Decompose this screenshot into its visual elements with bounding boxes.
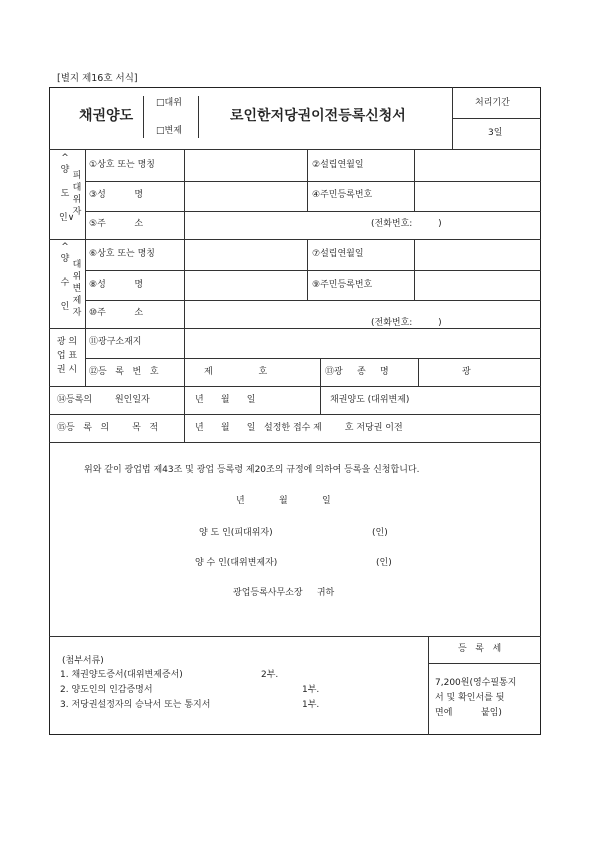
- assignor-resident-no-label: ④주민등록번호: [312, 190, 373, 200]
- assignor-founded-field[interactable]: [415, 150, 540, 180]
- assignor-address-field[interactable]: [185, 212, 540, 238]
- addressee: 광업등록사무소장 귀하: [233, 588, 335, 598]
- assignee-address-label: ⑩주 소: [89, 308, 144, 318]
- assignee-name-field[interactable]: [185, 240, 306, 269]
- option-repayment[interactable]: □변제: [156, 126, 182, 136]
- assignor-phone: (전화번호: ): [371, 219, 442, 229]
- assignor-signature-label: 양 도 인(피대위자): [199, 528, 273, 538]
- assignee-name-label: ⑥상호 또는 명칭: [89, 249, 155, 259]
- assignee-person-label: ⑧성 명: [89, 280, 144, 290]
- assignee-side-label-1: ^ 양 수 인: [60, 242, 70, 312]
- fee-line-3: 면에 붙임): [435, 708, 502, 718]
- assignee-side-label-2: 대 위 변 제 자: [72, 260, 82, 318]
- registration-purpose-label: ⑮등 록 의 목 적: [57, 423, 159, 433]
- registration-purpose-field[interactable]: 년 월 일 설정한 접수 제 호 저당권 이전: [195, 423, 403, 433]
- mining-location-label: ⑪광구소재지: [89, 337, 142, 347]
- title-prefix: 채권양도: [79, 108, 134, 124]
- cause-text: 채권양도 (대위변제): [330, 395, 410, 405]
- assignor-name-label: ①상호 또는 명칭: [89, 160, 155, 170]
- attachments-heading: (첨부서류): [62, 656, 104, 666]
- assignee-seal[interactable]: (인): [376, 558, 392, 568]
- option-subrogation[interactable]: □대위: [156, 98, 182, 108]
- assignee-address-field[interactable]: [185, 301, 540, 327]
- assignee-phone: (전화번호: ): [371, 318, 442, 328]
- assignee-resident-no-field[interactable]: [415, 271, 540, 299]
- assignee-person-field[interactable]: [185, 271, 306, 299]
- attachment-item-2: 2. 양도인의 인감증명서: [60, 685, 153, 695]
- assignor-person-label: ③성 명: [89, 190, 144, 200]
- mineral-name-label: ⑬광 종 명: [325, 367, 389, 377]
- attachment-item-1: 1. 채권양도증서(대위변제증서): [60, 670, 183, 680]
- mining-location-field[interactable]: [185, 329, 540, 357]
- assignor-founded-label: ②설립연월일: [312, 160, 364, 170]
- processing-value: 3일: [488, 128, 503, 138]
- assignor-address-label: ⑤주 소: [89, 219, 144, 229]
- assignee-signature-label: 양 수 인(대위변제자): [195, 558, 278, 568]
- application-date[interactable]: 년 월 일: [236, 496, 331, 506]
- assignor-person-field[interactable]: [185, 182, 306, 210]
- assignor-seal[interactable]: (인): [372, 528, 388, 538]
- title-suffix: 로인한저당권이전등록신청서: [230, 108, 406, 124]
- declaration-statement: 위와 같이 광업법 제43조 및 광업 등록령 제20조의 규정에 의하여 등록을 신청합니다.: [84, 465, 420, 475]
- assignee-resident-no-label: ⑨주민등록번호: [312, 280, 373, 290]
- cause-date-label: ⑭등록의 원인일자: [57, 395, 150, 405]
- attachment-item-3-count: 1부.: [302, 700, 320, 710]
- attachment-item-3: 3. 저당권설정자의 승낙서 또는 통지서: [60, 700, 211, 710]
- assignee-founded-field[interactable]: [415, 240, 540, 269]
- registration-number-label: ⑫등 록 번 호: [89, 367, 159, 377]
- mineral-name-field[interactable]: 광: [462, 367, 471, 377]
- assignee-founded-label: ⑦설립연월일: [312, 249, 364, 259]
- assignor-side-label-1: ^ 양 도 인∨: [59, 153, 75, 223]
- processing-label: 처리기간: [475, 98, 510, 108]
- attachment-item-2-count: 1부.: [302, 685, 320, 695]
- cause-date-field[interactable]: 년 월 일: [195, 395, 256, 405]
- form-number: [별지 제16호 서식]: [57, 73, 138, 84]
- assignor-name-field[interactable]: [185, 150, 306, 180]
- mining-side-label: 광 의 업 표 권 시: [56, 337, 78, 375]
- assignor-side-label-2: 피 대 위 자: [72, 171, 82, 217]
- attachment-item-1-count: 2부.: [261, 670, 279, 680]
- assignor-resident-no-field[interactable]: [415, 182, 540, 210]
- fee-line-1: 7,200원(영수필통지: [435, 678, 517, 688]
- fee-line-2: 서 및 확인서를 뒷: [435, 693, 505, 703]
- registration-number-field[interactable]: 제 호: [204, 367, 268, 377]
- fee-header: 등 록 세: [458, 644, 502, 654]
